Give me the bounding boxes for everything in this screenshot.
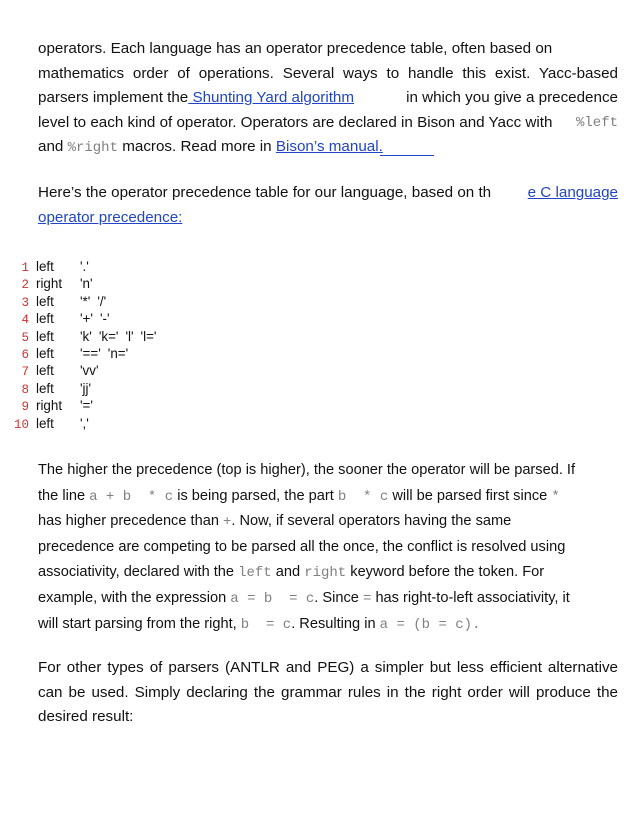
associativity-keyword: right [36,276,63,292]
associativity-keyword: left [36,293,54,309]
line-number: 2 [21,278,29,293]
code-expression: b * c [337,488,389,505]
text-line [38,37,618,62]
operator-token: 'jj' [80,380,92,396]
text: precedence are competing to be parsed all the once, the conflict is resolved using [38,538,566,555]
operator-token: '+' [80,311,93,327]
text: . Since [314,589,359,606]
code-keyword: right [304,565,347,582]
paragraph-precedence-table-intro [38,181,618,230]
text-line [38,705,618,730]
text-line [38,509,618,535]
text-line [38,62,618,87]
text-line [38,535,618,561]
operator-token: 'k=' [98,328,119,344]
operator-token: 'k' [80,328,92,344]
text-line [38,458,618,484]
operator-token: '*' [80,293,91,309]
text-line [38,181,618,206]
associativity-keyword: left [36,380,54,396]
text: in which you give a precedence [406,89,618,107]
text: . Resulting in [291,615,376,632]
operator-token: '-' [99,311,110,327]
text: and [275,564,301,581]
text: desired result: [38,708,134,726]
associativity-keyword: left [36,363,54,379]
code-line [0,293,300,310]
line-number: 8 [21,382,29,397]
code-expression: a + b * c [89,488,174,505]
text: is being parsed, the part [177,487,334,504]
operator-token: 'vv' [80,363,99,379]
text-line [38,560,618,586]
text: keyword before the token. For [350,564,545,581]
text: mathematics order of operations. Several ways to handle this exist. Yacc-based [38,64,618,82]
associativity-keyword: left [36,345,54,361]
code-expression: b = c [240,616,292,633]
text-line [38,612,618,638]
code-line [0,397,300,414]
associativity-keyword: left [36,311,54,327]
text: For other types of parsers (ANTLR and PEG) a simpler but less efficient alternative [38,659,618,676]
line-number: 4 [21,313,29,328]
code-line [0,415,300,432]
text-line [38,586,618,612]
text: has right-to-left associativity, it [375,589,570,606]
code-right-macro: %right [67,140,118,157]
operator-token: '.' [80,259,89,274]
text: level to each kind of operator. Operators are declared in Bison and Yacc with [38,113,553,131]
precedence-code-block [0,258,300,432]
text: and [38,138,64,156]
text: parsers implement the [38,89,189,107]
associativity-keyword: left [36,259,54,274]
code-period: . [472,616,481,633]
associativity-keyword: left [36,415,54,431]
code-line [0,328,300,345]
line-number: 5 [21,330,29,345]
code-line [0,362,300,379]
text-line [38,484,618,510]
operator-token: ',' [80,415,89,431]
operator-token: 'l' [125,328,134,344]
c-operator-precedence-link[interactable]: e C language [527,184,618,201]
text: Here’s the operator precedence table for our language, based on th [38,184,492,201]
operator-token: 'n' [80,276,93,292]
text: associativity, declared with the [38,564,235,581]
text: will start parsing from the right, [38,615,237,632]
text: has higher precedence than [38,513,219,530]
text: example, with the expression [38,589,227,606]
line-number: 3 [21,295,29,310]
associativity-keyword: right [36,398,63,414]
code-line [0,258,300,275]
line-number: 10 [13,417,29,432]
paragraph-precedence-explanation [38,458,618,637]
code-expression: a = (b = c) [379,616,473,633]
text: . Now, if several operators having the same [231,513,512,530]
operator-token: '/' [97,293,107,309]
text-line [38,681,618,706]
link-underline [380,155,434,156]
line-number: 7 [21,365,29,380]
operator-token: '=' [80,398,93,414]
text-line [38,111,618,136]
code-line [0,380,300,397]
text: the line [38,487,86,504]
code-line [0,345,300,362]
text-line [38,135,618,160]
code-operator: + [223,514,232,531]
shunting-yard-link[interactable]: Shunting Yard algorithm [188,89,355,107]
bison-manual-link[interactable]: Bison’s manual. [275,138,383,156]
line-number: 6 [21,347,29,362]
operator-token: '==' [80,345,101,361]
operator-token: 'l=' [140,328,157,344]
text: will be parsed first since [392,487,548,504]
associativity-keyword: left [36,328,54,344]
code-left-macro: %left [575,114,618,131]
line-number: 1 [21,261,29,275]
code-operator: = [362,590,372,607]
text: operators. Each language has an operator precedence table, often based on [38,40,553,57]
c-operator-precedence-link-cont[interactable]: operator precedence: [38,208,183,226]
text: The higher the precedence (top is higher), the sooner the operator will be parsed. If [38,462,576,478]
code-keyword: left [238,565,272,582]
code-line [0,275,300,292]
operator-token: 'n=' [107,345,129,361]
code-line [0,310,300,327]
code-operator: * [551,488,560,505]
text-line [38,86,618,111]
paragraph-alternative-parsers [38,656,618,730]
code-expression: a = b = c [230,590,315,607]
text: can be used. Simply declaring the grammar rules in the right order will produce the [38,683,618,701]
line-number: 9 [21,400,29,415]
text: macros. Read more in [122,138,272,156]
text-line [38,656,618,681]
text-line [38,206,618,231]
paragraph-operators-intro [38,37,618,160]
